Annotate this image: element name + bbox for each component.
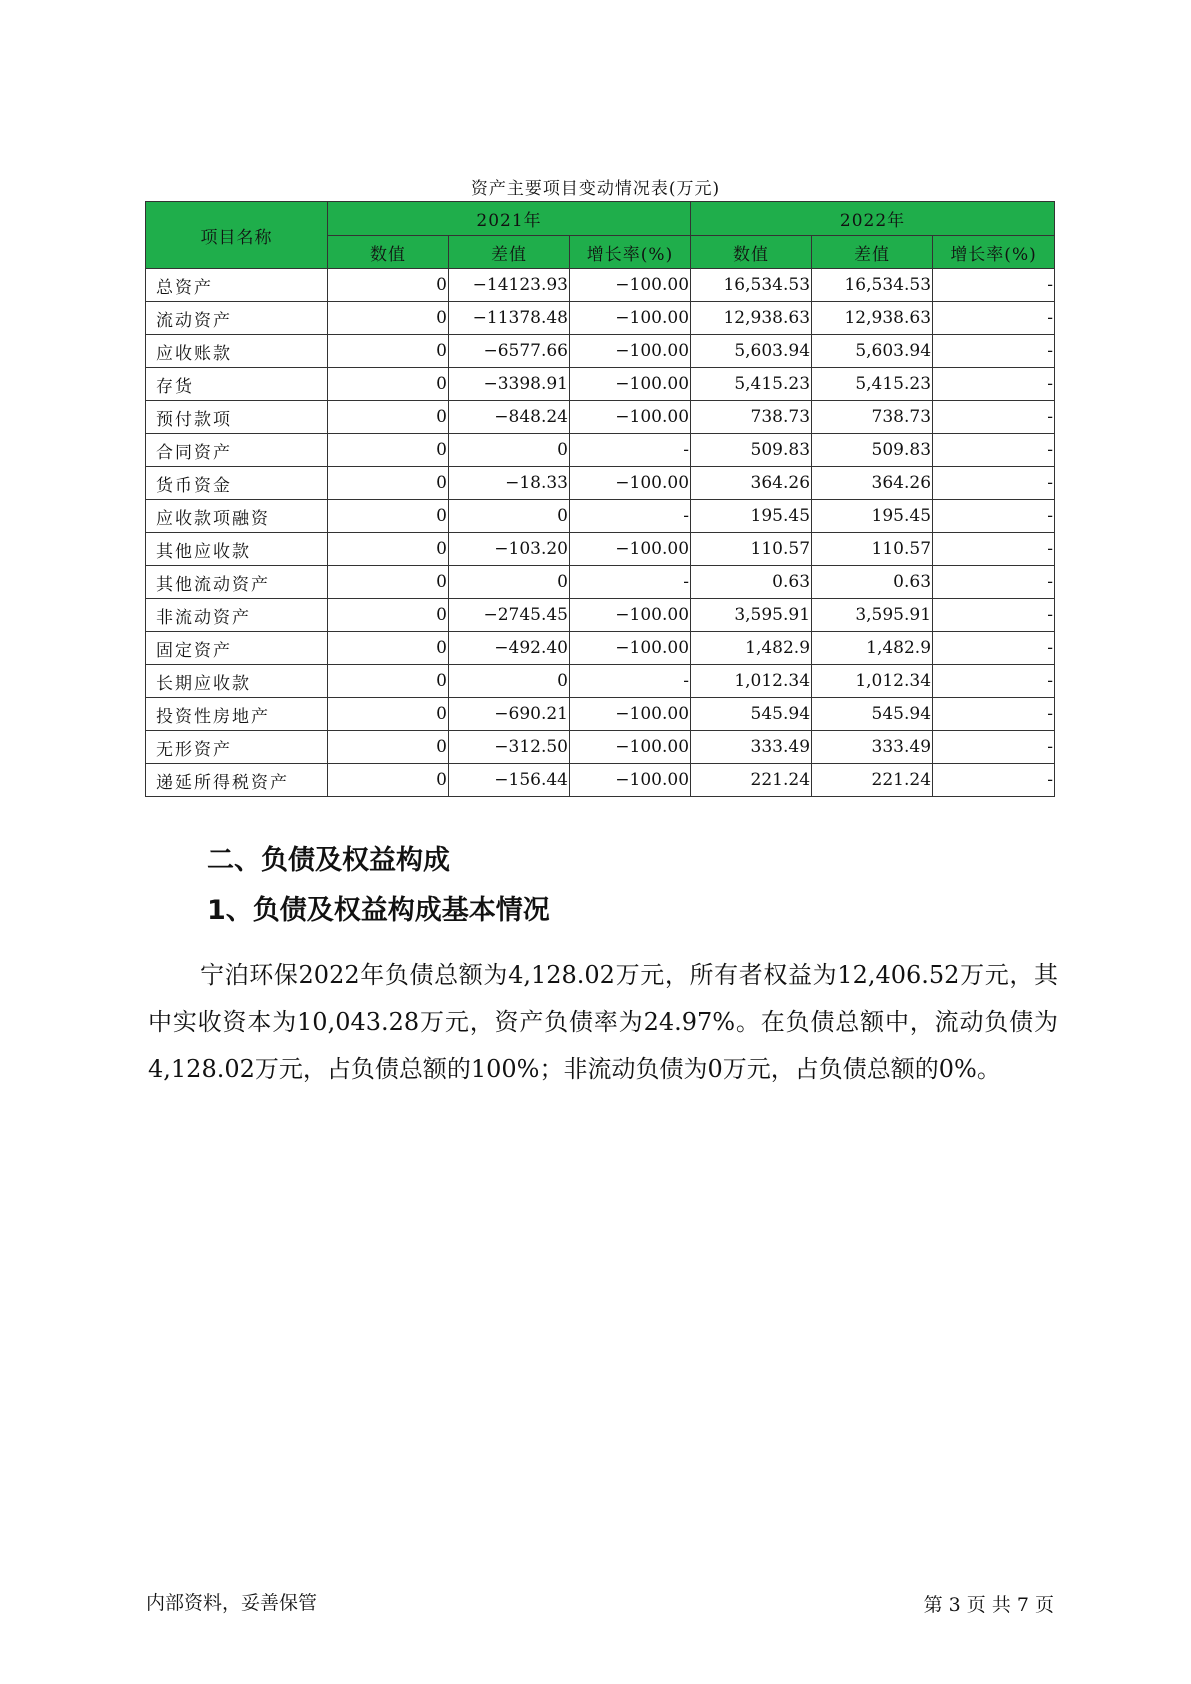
table-cell: - <box>933 335 1055 368</box>
table-row <box>146 335 1055 368</box>
table-cell: 0 <box>328 698 449 731</box>
table-cell: 333.49 <box>812 731 933 764</box>
table-cell: −690.21 <box>449 698 570 731</box>
table-cell: 545.94 <box>812 698 933 731</box>
table-header <box>146 202 1055 269</box>
row-item-name: 货币资金 <box>146 467 328 500</box>
table-cell: 5,603.94 <box>812 335 933 368</box>
table-cell: −6577.66 <box>449 335 570 368</box>
table-cell: 0 <box>328 731 449 764</box>
section-heading: 二、负债及权益构成 <box>207 845 450 876</box>
table-cell: −100.00 <box>570 368 691 401</box>
table-row <box>146 632 1055 665</box>
table-cell: 5,415.23 <box>691 368 812 401</box>
table-cell: - <box>933 434 1055 467</box>
table-cell: 509.83 <box>812 434 933 467</box>
table-cell: 0 <box>328 599 449 632</box>
header-item-name: 项目名称 <box>146 202 328 269</box>
table-cell: 0 <box>328 500 449 533</box>
table-cell: 5,415.23 <box>812 368 933 401</box>
header-sub-growth: 增长率(%) <box>570 236 691 269</box>
table-cell: 195.45 <box>812 500 933 533</box>
table-row <box>146 665 1055 698</box>
table-cell: - <box>933 665 1055 698</box>
table-cell: 12,938.63 <box>691 302 812 335</box>
header-sub-value: 数值 <box>328 236 449 269</box>
table-cell: 0 <box>449 434 570 467</box>
table-cell: 0 <box>449 500 570 533</box>
table-cell: - <box>570 566 691 599</box>
table-cell: 509.83 <box>691 434 812 467</box>
table-cell: - <box>933 533 1055 566</box>
table-cell: - <box>933 566 1055 599</box>
row-item-name: 总资产 <box>146 269 328 302</box>
table-cell: −103.20 <box>449 533 570 566</box>
table-cell: - <box>933 632 1055 665</box>
table-cell: −3398.91 <box>449 368 570 401</box>
footer-confidential-note: 内部资料，妥善保管 <box>146 1592 318 1614</box>
header-sub-growth: 增长率(%) <box>933 236 1055 269</box>
row-item-name: 存货 <box>146 368 328 401</box>
table-cell: 364.26 <box>691 467 812 500</box>
header-year-2021: 2021年 <box>328 202 691 236</box>
table-cell: 333.49 <box>691 731 812 764</box>
table-cell: 0.63 <box>812 566 933 599</box>
table-cell: - <box>933 698 1055 731</box>
row-item-name: 其他流动资产 <box>146 566 328 599</box>
table-cell: 0 <box>328 566 449 599</box>
table-cell: 1,012.34 <box>691 665 812 698</box>
table-cell: −156.44 <box>449 764 570 797</box>
table-cell: −100.00 <box>570 764 691 797</box>
table-cell: - <box>570 665 691 698</box>
row-item-name: 非流动资产 <box>146 599 328 632</box>
table-cell: - <box>933 401 1055 434</box>
asset-change-table <box>145 201 1055 797</box>
row-item-name: 预付款项 <box>146 401 328 434</box>
table-row <box>146 731 1055 764</box>
table-cell: −100.00 <box>570 302 691 335</box>
table-cell: - <box>933 368 1055 401</box>
table-cell: 221.24 <box>812 764 933 797</box>
table-row <box>146 599 1055 632</box>
table-cell: - <box>933 599 1055 632</box>
header-sub-value: 数值 <box>691 236 812 269</box>
table-cell: 0 <box>328 764 449 797</box>
table-cell: 0 <box>328 269 449 302</box>
table-cell: 0 <box>328 368 449 401</box>
table-cell: 0.63 <box>691 566 812 599</box>
table-cell: 1,012.34 <box>812 665 933 698</box>
table-row <box>146 269 1055 302</box>
table-cell: 0 <box>328 302 449 335</box>
row-item-name: 合同资产 <box>146 434 328 467</box>
table-cell: 16,534.53 <box>812 269 933 302</box>
table-cell: 0 <box>449 566 570 599</box>
table-row <box>146 533 1055 566</box>
header-sub-diff: 差值 <box>812 236 933 269</box>
row-item-name: 投资性房地产 <box>146 698 328 731</box>
table-cell: - <box>570 500 691 533</box>
table-row <box>146 500 1055 533</box>
table-row <box>146 467 1055 500</box>
table-cell: 0 <box>328 533 449 566</box>
table-cell: - <box>933 467 1055 500</box>
table-cell: −100.00 <box>570 599 691 632</box>
header-year-2022: 2022年 <box>691 202 1055 236</box>
table-cell: - <box>933 269 1055 302</box>
row-item-name: 其他应收款 <box>146 533 328 566</box>
row-item-name: 长期应收款 <box>146 665 328 698</box>
table-cell: 0 <box>328 434 449 467</box>
row-item-name: 应收账款 <box>146 335 328 368</box>
table-row <box>146 698 1055 731</box>
header-sub-diff: 差值 <box>449 236 570 269</box>
table-cell: −848.24 <box>449 401 570 434</box>
table-cell: −18.33 <box>449 467 570 500</box>
table-cell: 1,482.9 <box>812 632 933 665</box>
table-caption: 资产主要项目变动情况表(万元) <box>470 179 721 199</box>
table-cell: 195.45 <box>691 500 812 533</box>
row-item-name: 无形资产 <box>146 731 328 764</box>
section-paragraph: 宁泊环保2022年负债总额为4,128.02万元，所有者权益为12,406.52万元，其中实收资本为10,043.28万元，资产负债率为24.97%。在负债总额中，流动负债为4,128.02万元，占负债总额的100%；非流动负债为0万元，占负债总额的0%。 <box>148 961 1058 1083</box>
table-row <box>146 368 1055 401</box>
table-cell: 0 <box>328 467 449 500</box>
table-cell: 1,482.9 <box>691 632 812 665</box>
table-cell: −100.00 <box>570 269 691 302</box>
table-cell: 364.26 <box>812 467 933 500</box>
table-row <box>146 434 1055 467</box>
table-cell: - <box>933 302 1055 335</box>
row-item-name: 固定资产 <box>146 632 328 665</box>
row-item-name: 流动资产 <box>146 302 328 335</box>
row-item-name: 应收款项融资 <box>146 500 328 533</box>
table-cell: −100.00 <box>570 698 691 731</box>
table-row <box>146 302 1055 335</box>
table-cell: 110.57 <box>812 533 933 566</box>
table-row <box>146 566 1055 599</box>
table-body <box>146 269 1055 797</box>
table-cell: 16,534.53 <box>691 269 812 302</box>
table-cell: −11378.48 <box>449 302 570 335</box>
table-cell: −100.00 <box>570 467 691 500</box>
table-cell: 0 <box>328 335 449 368</box>
table-cell: 5,603.94 <box>691 335 812 368</box>
table-cell: 0 <box>449 665 570 698</box>
table-cell: −2745.45 <box>449 599 570 632</box>
table-cell: −100.00 <box>570 533 691 566</box>
table-cell: −100.00 <box>570 632 691 665</box>
table-cell: 738.73 <box>691 401 812 434</box>
table-cell: - <box>933 500 1055 533</box>
table-cell: 0 <box>328 401 449 434</box>
table-cell: −100.00 <box>570 335 691 368</box>
table-cell: - <box>933 731 1055 764</box>
table-row <box>146 401 1055 434</box>
table-cell: 545.94 <box>691 698 812 731</box>
table-cell: 3,595.91 <box>812 599 933 632</box>
table-cell: −492.40 <box>449 632 570 665</box>
table-cell: −312.50 <box>449 731 570 764</box>
table-cell: - <box>933 764 1055 797</box>
footer-page-number: 第 3 页 共 7 页 <box>923 1594 1054 1616</box>
table-row <box>146 764 1055 797</box>
table-cell: 12,938.63 <box>812 302 933 335</box>
table-cell: 110.57 <box>691 533 812 566</box>
table-cell: 0 <box>328 665 449 698</box>
section-subheading: 1、负债及权益构成基本情况 <box>207 895 550 926</box>
table-cell: - <box>570 434 691 467</box>
table-cell: −14123.93 <box>449 269 570 302</box>
table-cell: −100.00 <box>570 401 691 434</box>
table-cell: 3,595.91 <box>691 599 812 632</box>
table-cell: 221.24 <box>691 764 812 797</box>
table-cell: 0 <box>328 632 449 665</box>
row-item-name: 递延所得税资产 <box>146 764 328 797</box>
table-cell: −100.00 <box>570 731 691 764</box>
table-cell: 738.73 <box>812 401 933 434</box>
